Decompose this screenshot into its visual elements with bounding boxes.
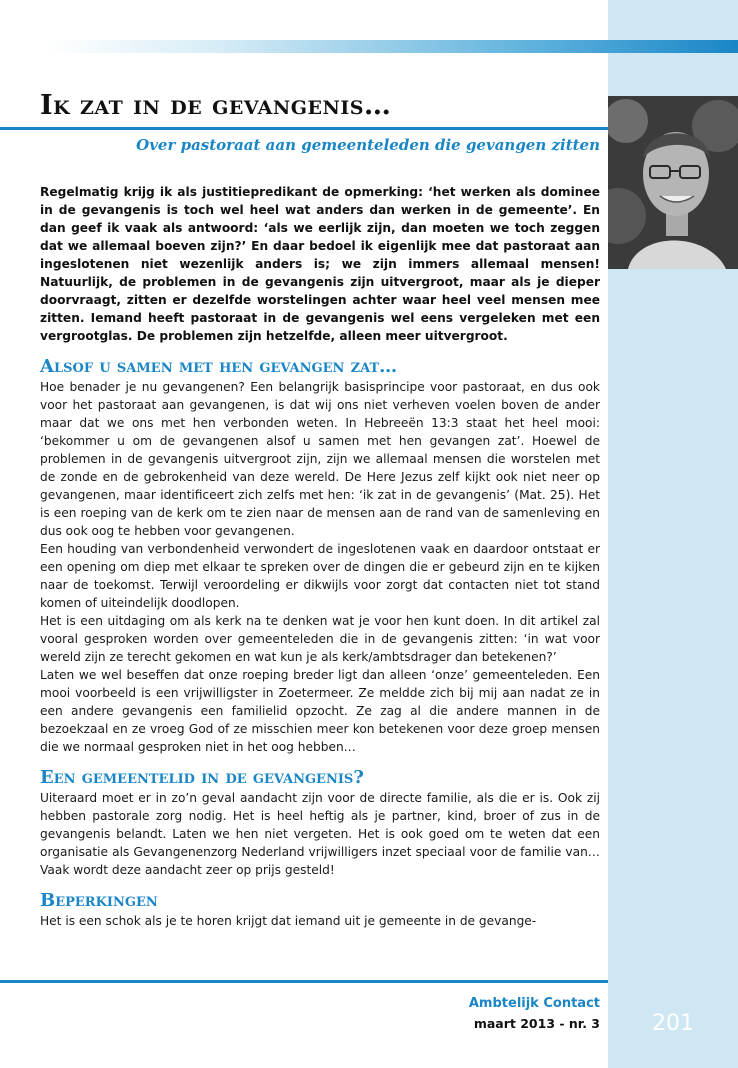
intro-paragraph: Regelmatig krijg ik als justitiepredikant de opmerking: ‘het werken als dominee in de gevangenis is toch wel heel wat anders dan werken in de gemeente’. En dan geef ik vaak als antwoord: ‘als we eerlijk zijn, dan moeten we toch zeggen dat we allemaal boeven zijn?’ En daar bedoel ik eigenlijk mee dat pastoraat aan ingeslotenen niet wezenlijk anders is; we zijn immers allemaal mensen! Natuurlijk, de problemen in de gevangenis zijn uitvergroot, maar als je dieper doorvraagt, zitten er dezelfde worstelingen achter waar heel veel mensen mee zitten. Iemand heeft pastoraat in de gevangenis wel eens vergeleken met een vergrootglas. De problemen zijn hetzelfde, alleen meer uitvergroot. [40, 185, 600, 343]
author-photo [608, 96, 738, 269]
author-portrait-image [608, 96, 738, 269]
page-number: 201 [652, 1011, 694, 1036]
section-heading: Een gemeentelid in de gevangenis? [40, 767, 364, 788]
section-heading: Beperkingen [40, 890, 158, 911]
header-color-band [48, 40, 738, 53]
section-gap [40, 756, 600, 767]
page-title: Ik zat in de gevangenis… [40, 90, 392, 121]
section-gap [40, 879, 600, 890]
section-paragraph: Het is een schok als je te horen krijgt dat iemand uit je gemeente in de gevange- [40, 914, 537, 928]
section-paragraph: Het is een uitdaging om als kerk na te denken wat je voor hen kunt doen. In dit artikel zal vooral gesproken worden over gemeenteleden die in de gevangenis zitten: ‘in wat voor wereld zijn ze terecht gekomen en wat kun je als kerk/ambtsdrager dan betekenen?’ [40, 614, 600, 664]
section-paragraph: Hoe benader je nu gevangenen? Een belangrijk basisprincipe voor pastoraat, en dus ook voor het pastoraat aan gevangenen, is dat wij ons niet verheven voelen boven de ander maar dat we ons met hen verbonden weten. In Hebreeën 13:3 staat het heel mooi: ‘bekommer u om de gevangenen alsof u samen met hen gevangen zat’. Hoewel de problemen in de gevangenis uitvergroot zijn, zijn we allemaal mensen die worstelen met de zonde en de gebrokenheid van deze wereld. De Here Jezus zelf kijkt ook niet neer op gevangenen, maar identificeert zich zelfs met hen: ‘ik zat in de gevangenis’ (Mat. 25). Het is een roeping van de kerk om te zien naar de mensen aan de rand van de samenleving en dus ook oog te hebben voor gevangenen. [40, 380, 600, 538]
issue-info: maart 2013 - nr. 3 [473, 1016, 600, 1031]
section-heading: Alsof u samen met hen gevangen zat… [40, 356, 398, 377]
section-paragraph: Uiteraard moet er in zo’n geval aandacht zijn voor de directe familie, als die er is. Ook zij hebben pastorale zorg nodig. Het is heel heftig als je partner, kind, broer of zus in de gevangenis belandt. Laten we hen niet vergeten. Het is ook goed om te weten dat een organisatie als Gevangenenzorg Nederland vrijwilligers inzet speciaal voor de familie van… Vaak wordt deze aandacht zeer op prijs gesteld! [40, 791, 600, 877]
page-subtitle: Over pastoraat aan gemeenteleden die gevangen zitten [136, 136, 600, 154]
title-divider [0, 127, 608, 130]
section-paragraph: Laten we wel beseffen dat onze roeping breder ligt dan alleen ‘onze’ gemeenteleden. Een mooi voorbeeld is een vrijwilligster in Zoetermeer. Ze meldde zich bij mij aan nadat ze in een andere gevangenis een familielid opzocht. Ze zag al die andere mannen in de bezoekzaal en ze vroeg God of ze misschien meer kon betekenen voor deze groep mensen die we normaal gesproken niet in het oog hebben… [40, 668, 600, 754]
journal-name: Ambtelijk Contact [468, 996, 600, 1011]
article-body [40, 356, 600, 930]
section-paragraph: Een houding van verbondenheid verwondert de ingeslotenen vaak en daardoor ontstaat er een opening om diep met elkaar te spreken over de dingen die er gebeurd zijn en te kijken naar de toekomst. Terwijl veroordeling er dikwijls voor zorgt dat contacten niet tot stand komen of uiteindelijk doodlopen. [40, 542, 600, 610]
footer-divider [0, 980, 608, 983]
